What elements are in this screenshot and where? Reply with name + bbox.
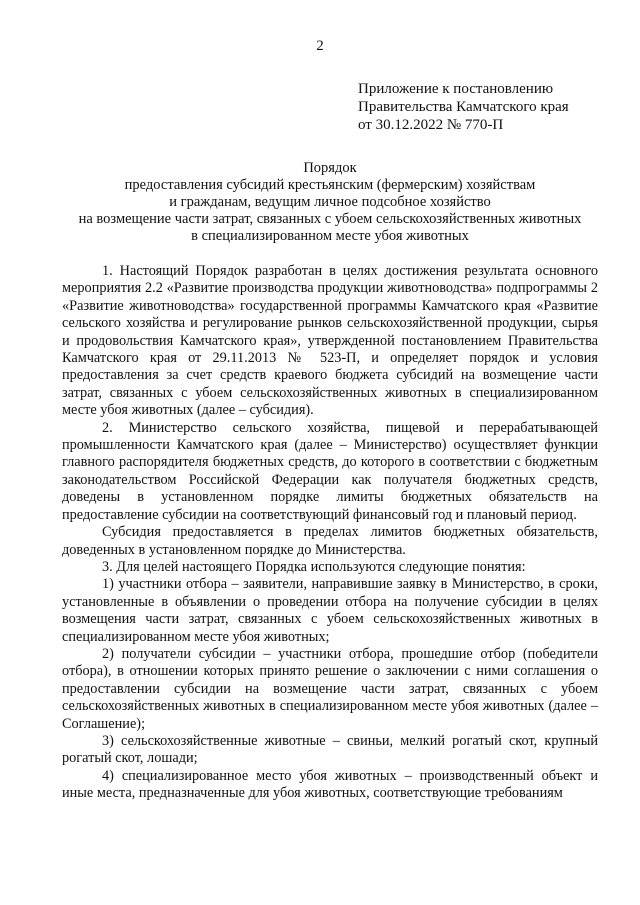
- document-body: [62, 263, 598, 803]
- title-line: предоставления субсидий крестьянским (фермерским) хозяйствам: [124, 177, 536, 193]
- appendix-line: Приложение к постановлению: [358, 81, 554, 97]
- paragraph: 4) специализированное место убоя животных – производственный объект и иные места, предназначенные для убоя животных, соответствующие требованиям: [62, 767, 598, 802]
- paragraph: 3) сельскохозяйственные животные – свиньи, мелкий рогатый скот, крупный рогатый скот, лошади;: [62, 732, 598, 767]
- title-heading: Порядок: [303, 160, 357, 176]
- paragraph: Субсидия предоставляется в пределах лимитов бюджетных обязательств, доведенных в установленном порядке до Министерства.: [62, 524, 598, 558]
- title-line: в специализированном месте убоя животных: [191, 228, 469, 244]
- title-line: и гражданам, ведущим личное подсобное хозяйство: [169, 194, 491, 210]
- appendix-header: [358, 80, 628, 134]
- appendix-line: Правительства Камчатского края: [358, 99, 569, 115]
- paragraph: 2. Министерство сельского хозяйства, пищевой и перерабатывающей промышленности Камчатского края (далее – Министерство) осуществляет функции главного распорядителя бюджетных средств, до которого в соответствии с бюджетным законодательством Российской Федерации как получателя бюджетных средств, доведены в установленном порядке лимиты бюджетных обязательств на предоставление субсидии на соответствующий финансовый год и плановый период.: [62, 419, 598, 523]
- document-title: [40, 160, 620, 245]
- title-line: на возмещение части затрат, связанных с убоем сельскохозяйственных животных: [78, 211, 582, 227]
- paragraph: 1) участники отбора – заявители, направившие заявку в Министерство, в сроки, установленные в объявлении о проведении отбора на получение субсидии в целях возмещения части затрат, связанных с убоем сельскохозяйственных животных в специализированном месте убоя животных;: [62, 576, 598, 645]
- page-number: 2: [316, 38, 324, 54]
- paragraph: 1. Настоящий Порядок разработан в целях достижения результата основного мероприятия 2.2 «Развитие производства продукции животноводства» подпрограммы 2 «Развитие животноводства» государственной программы Камчатского края «Развитие сельского хозяйства и регулирование рынков сельскохозяйственной продукции, сырья и продовольствия Камчатского края», утвержденной постановлением Правительства Камчатского края от 29.11.2013 № 523-П, и определяет порядок и условия предоставления за счет средств краевого бюджета субсидий на возмещение части затрат, связанных с убоем сельскохозяйственных животных в специализированном месте убоя животных (далее – субсидия).: [62, 263, 598, 419]
- paragraph: 2) получатели субсидии – участники отбора, прошедшие отбор (победители отбора), в отношении которых принято решение о заключении с ними соглашения о предоставлении субсидии на возмещение части затрат, связанных с убоем сельскохозяйственных животных в специализированном месте убоя животных (далее – Соглашение);: [62, 645, 598, 732]
- appendix-line: от 30.12.2022 № 770-П: [358, 117, 504, 133]
- paragraph: 3. Для целей настоящего Порядка используются следующие понятия:: [102, 558, 526, 575]
